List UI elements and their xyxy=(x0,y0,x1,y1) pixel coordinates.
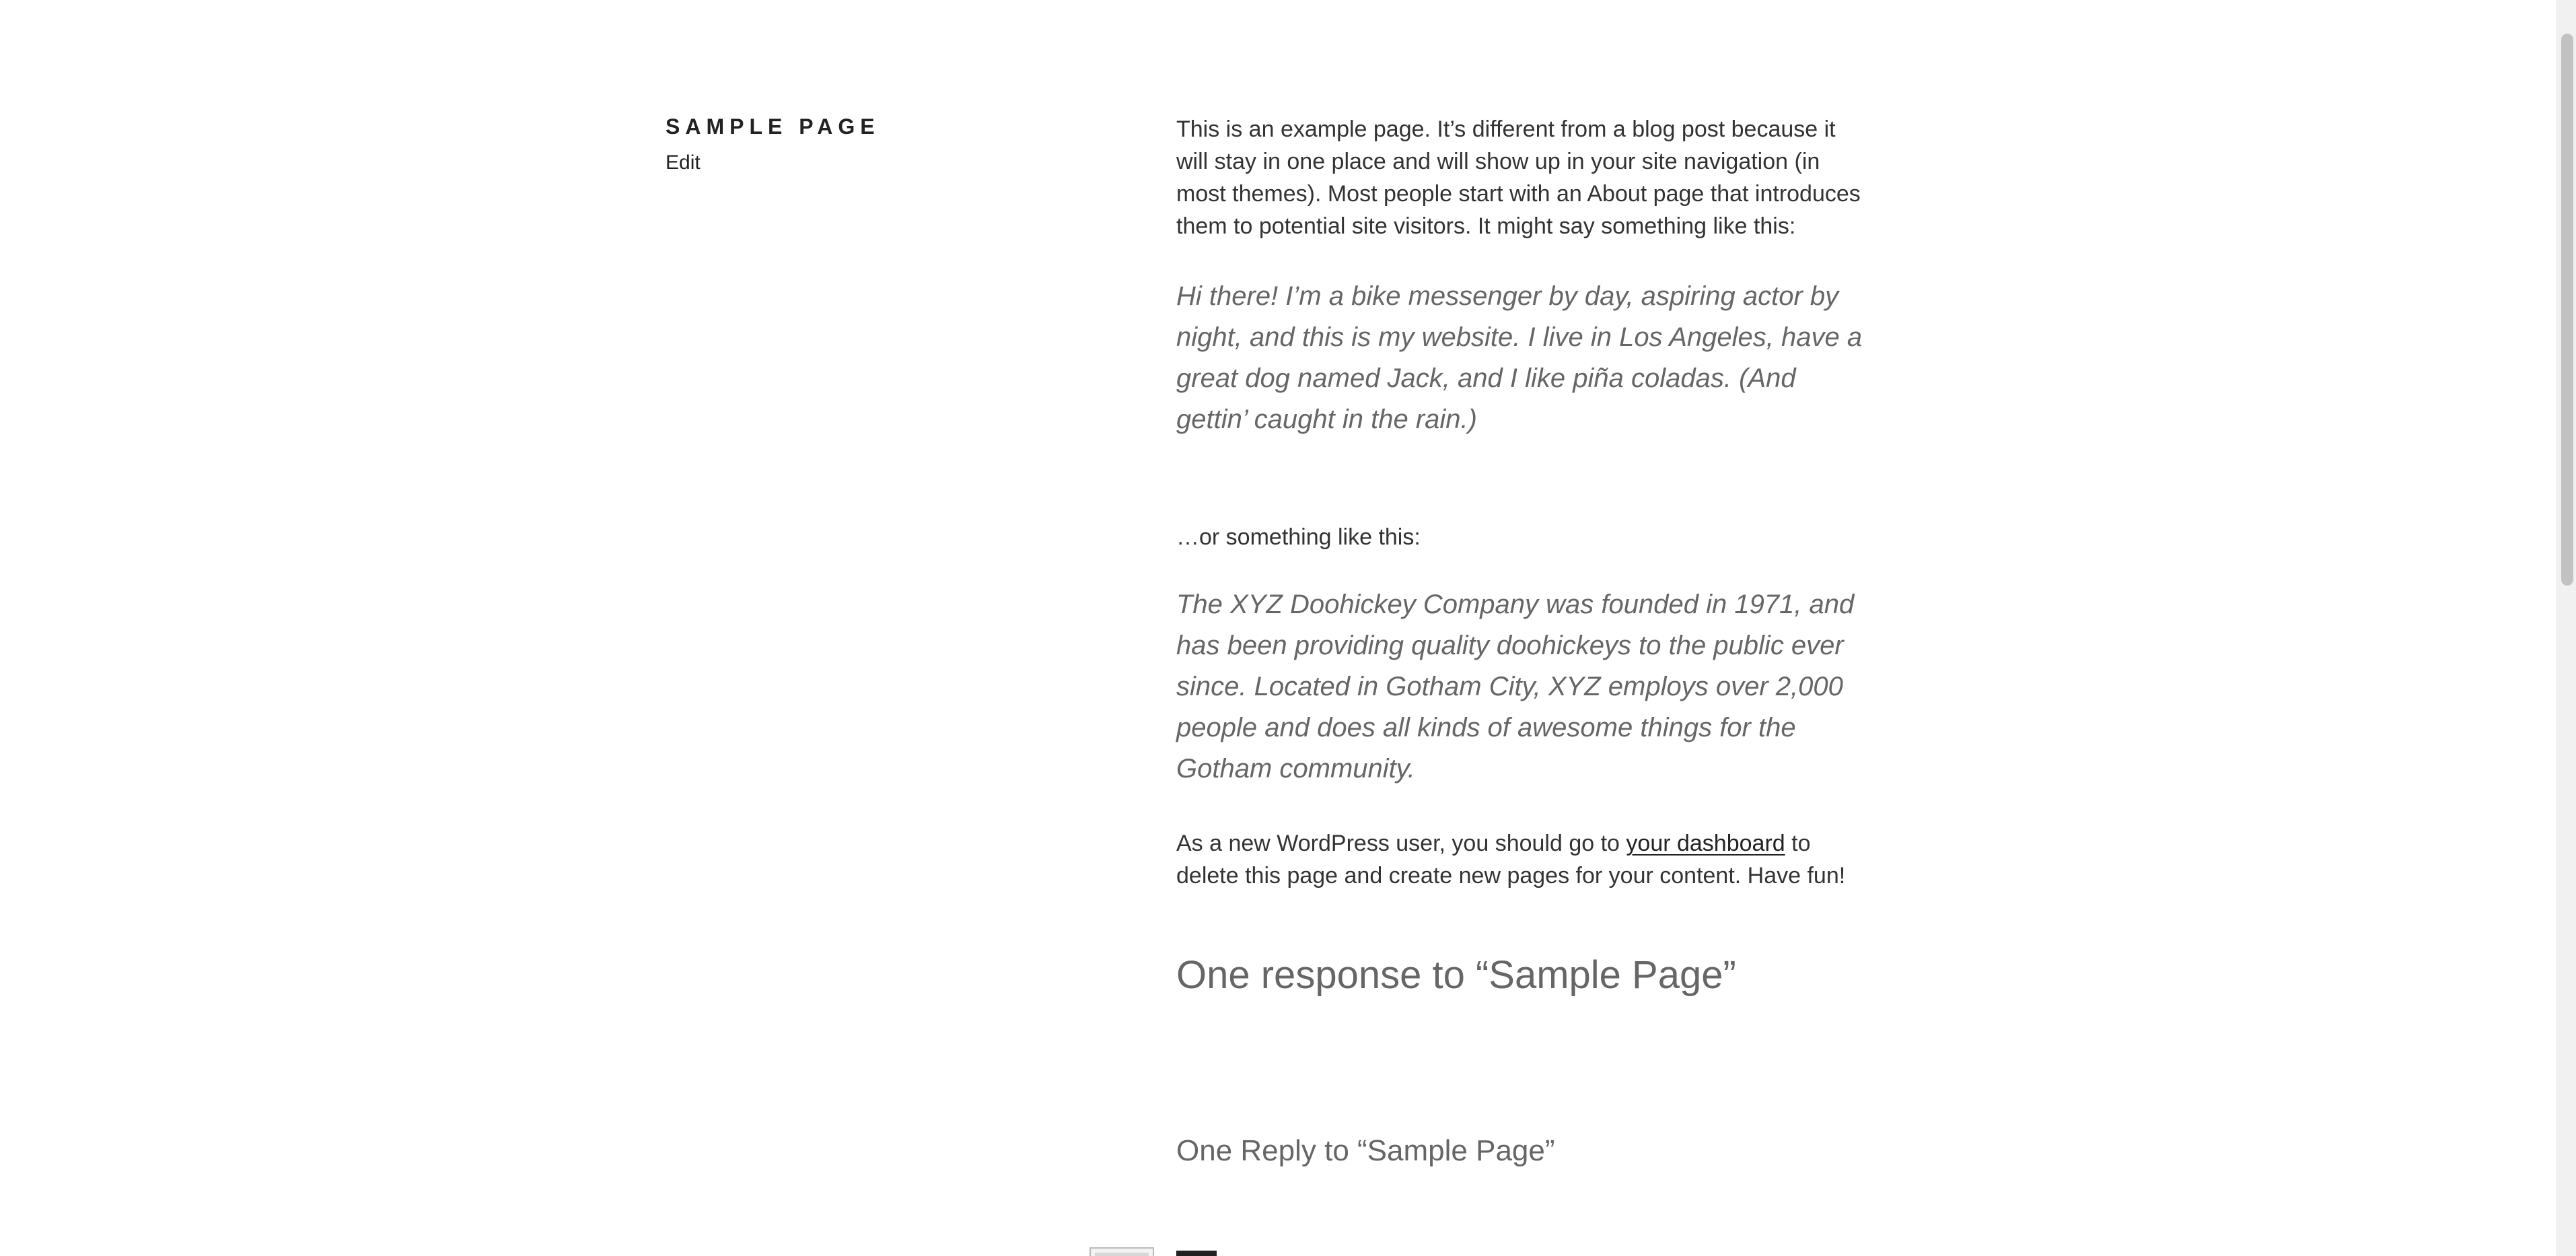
closing-text-before: As a new WordPress user, you should go to xyxy=(1176,831,1626,856)
closing-text-after: to delete this page and create new pages for your content. Have fun! xyxy=(1176,831,1846,888)
quote-bike-messenger: Hi there! I’m a bike messenger by day, aspiring actor by night, and this is my website. I live in Los Angeles, have a great dog named Jack, and I like piña coladas. (And gettin’ caught in the rain.) xyxy=(1176,281,1863,434)
closing-paragraph xyxy=(1176,827,1863,892)
or-something-paragraph: …or something like this: xyxy=(1176,524,1421,550)
page-title: SAMPLE PAGE xyxy=(666,114,880,139)
quote-doohickey-company: The XYZ Doohickey Company was founded in 1971, and has been providing quality doohickeys to the public ever since. Located in Gotham City, XYZ employs over 2,000 people and does all kinds of awesome things for the Gotham community. xyxy=(1176,590,1855,783)
scrollbar-thumb[interactable] xyxy=(2561,34,2573,586)
intro-paragraph: This is an example page. It’s different from a blog post because it will stay in one place and will show up in your site navigation (in most themes). Most people start with an About page that introduces them to potential site visitors. It might say something like this: xyxy=(1176,116,1861,239)
comment-author-name[interactable] xyxy=(1176,1251,1217,1256)
dashboard-link[interactable]: your dashboard xyxy=(1626,831,1785,856)
reply-title: One Reply to “Sample Page” xyxy=(1176,1134,1555,1167)
scrollbar[interactable] xyxy=(2556,0,2576,1256)
edit-link[interactable]: Edit xyxy=(666,151,701,174)
comments-title: One response to “Sample Page” xyxy=(1176,953,1736,997)
avatar xyxy=(1089,1247,1154,1256)
avatar-image xyxy=(1095,1253,1149,1256)
